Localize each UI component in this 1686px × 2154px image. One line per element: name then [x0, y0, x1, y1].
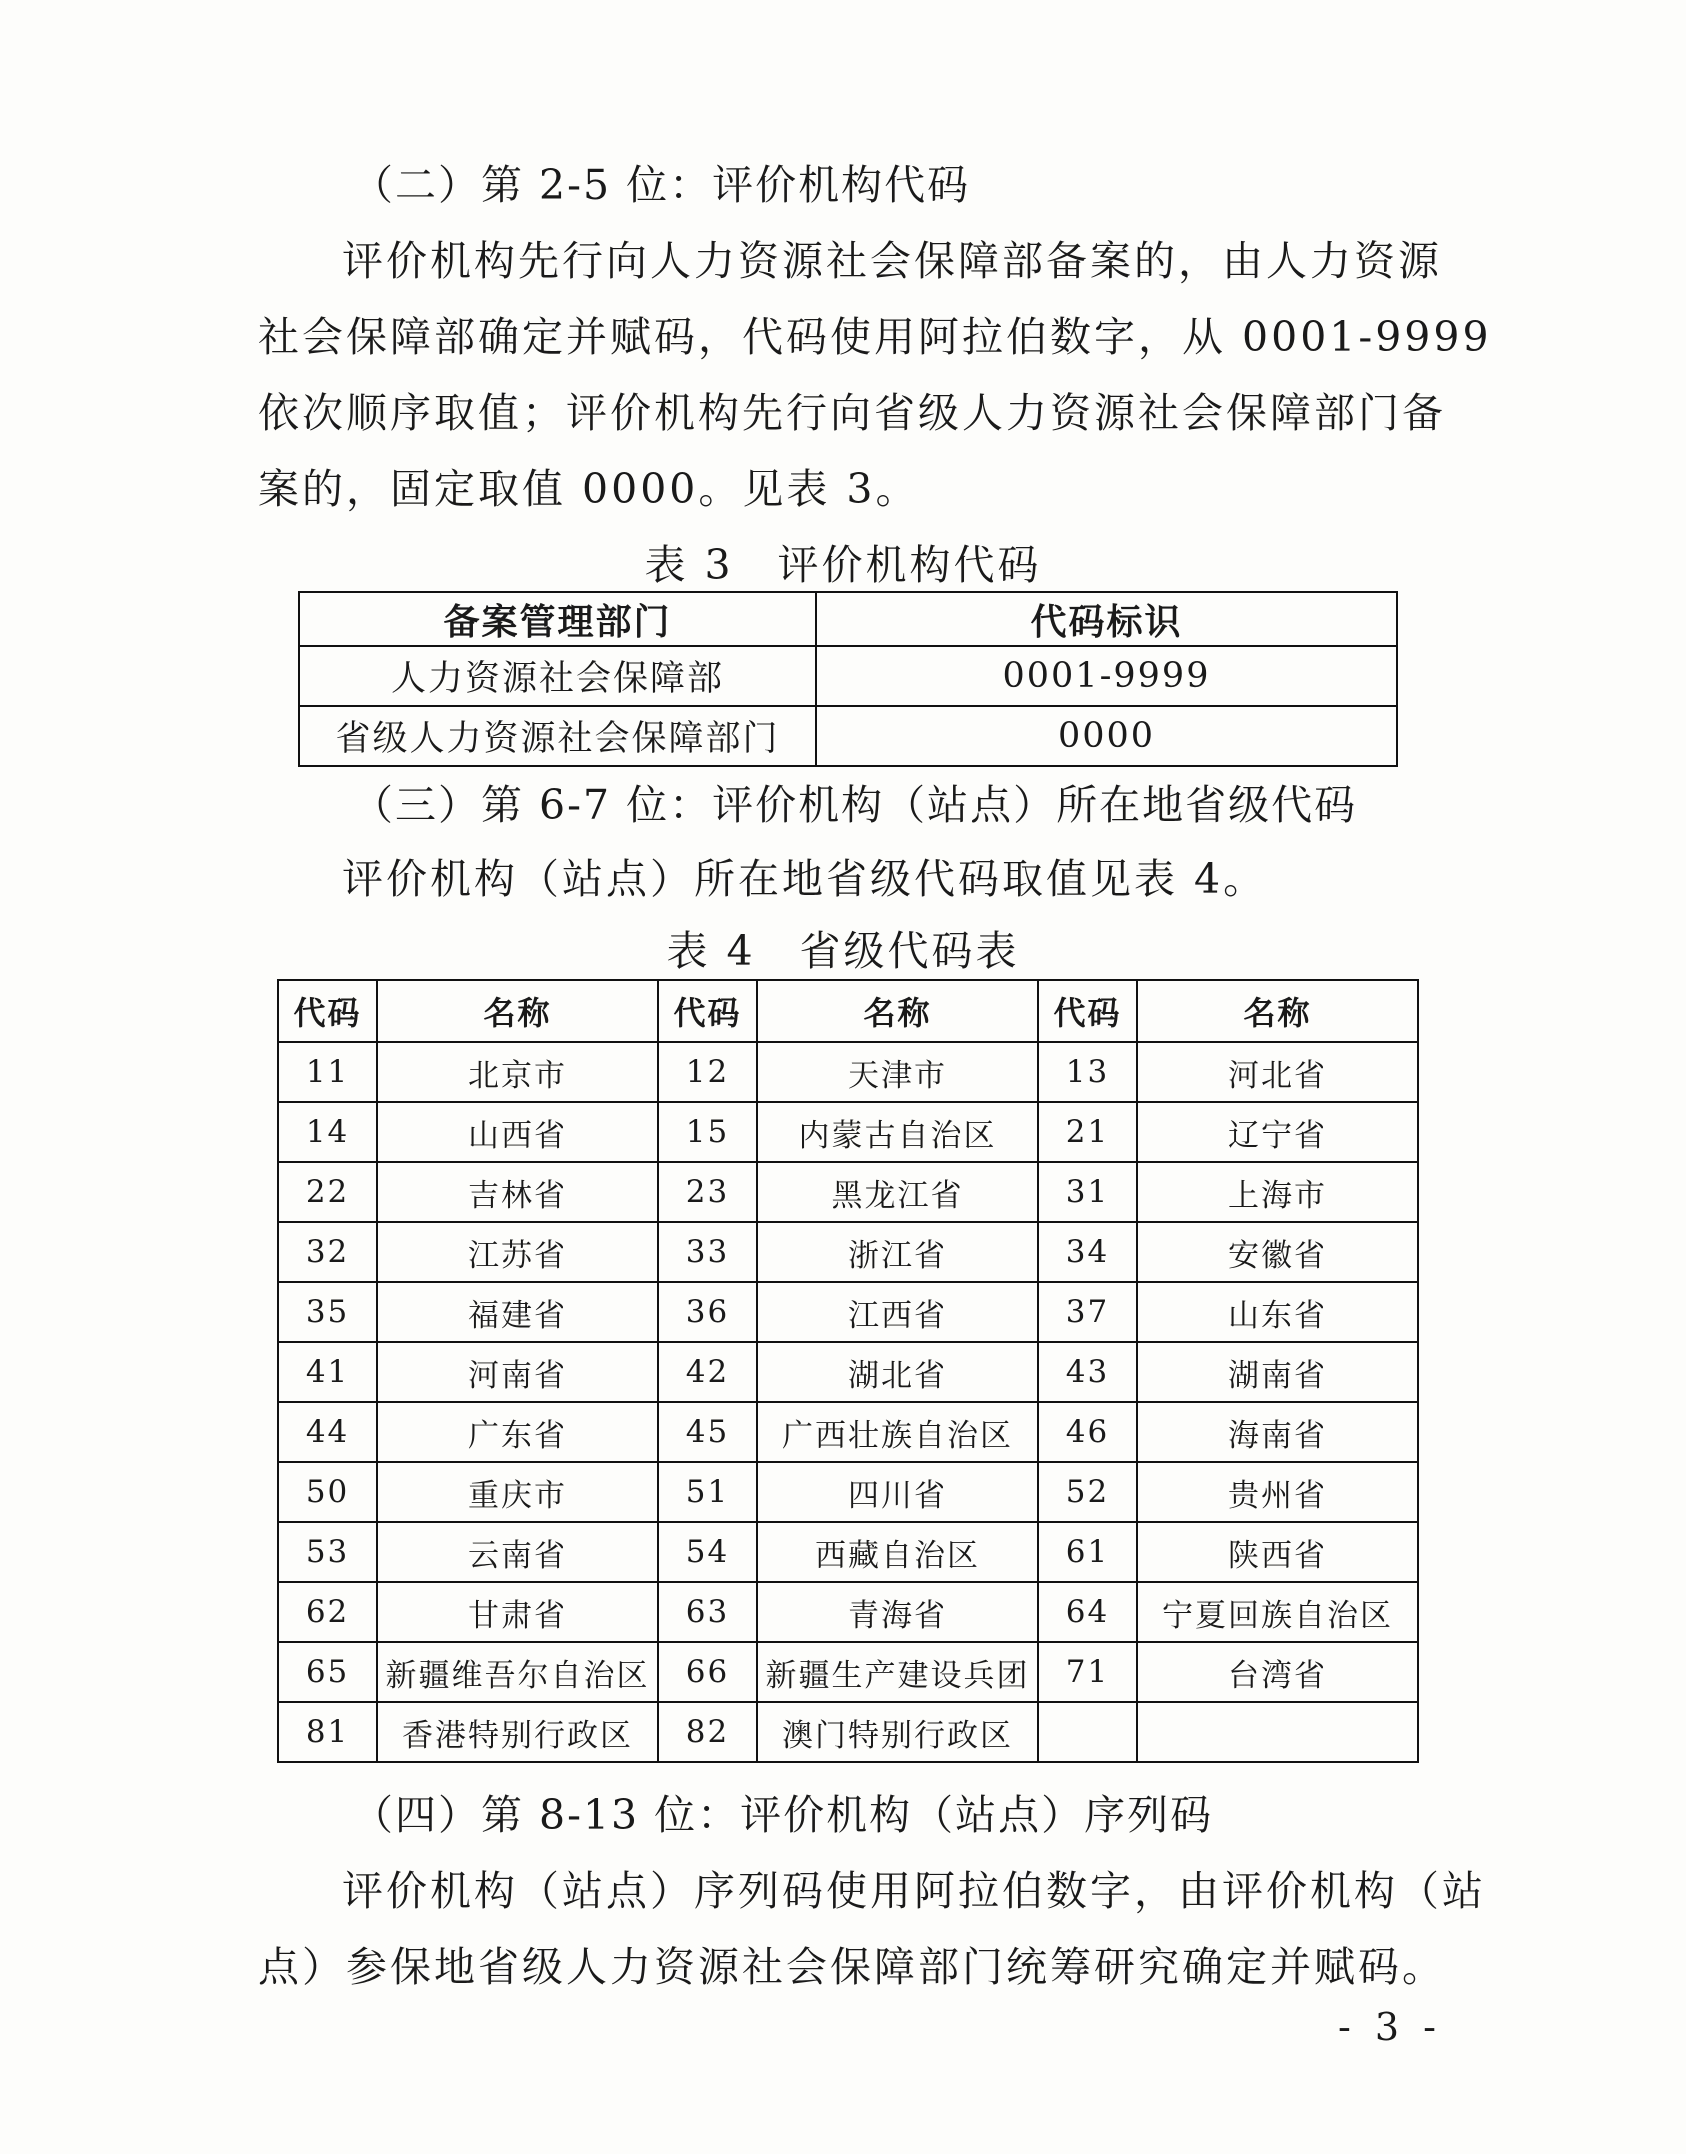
province-code-cell: 81 [278, 1702, 377, 1762]
province-name-cell: 贵州省 [1137, 1462, 1418, 1522]
province-name-cell: 四川省 [757, 1462, 1038, 1522]
province-name-cell: 广西壮族自治区 [757, 1402, 1038, 1462]
province-name-cell: 青海省 [757, 1582, 1038, 1642]
province-code-cell: 45 [658, 1402, 757, 1462]
province-name-cell: 台湾省 [1137, 1642, 1418, 1702]
province-code-cell: 37 [1038, 1282, 1137, 1342]
table-row [278, 1402, 1418, 1462]
table-header-row [299, 592, 1397, 646]
page-number: - 3 - [1338, 2005, 1443, 2049]
section-2-paragraph-line-4: 案的，固定取值 0000。见表 3。 [258, 465, 920, 513]
section-2-paragraph-line-2: 社会保障部确定并赋码，代码使用阿拉伯数字，从 0001-9999 [258, 313, 1492, 361]
table-header-cell: 代码标识 [816, 592, 1397, 646]
province-code-cell: 41 [278, 1342, 377, 1402]
province-code-cell: 50 [278, 1462, 377, 1522]
table-row [278, 1042, 1418, 1102]
table-row [278, 1162, 1418, 1222]
table-header-row [278, 980, 1418, 1042]
table-row [278, 1522, 1418, 1582]
province-name-cell: 黑龙江省 [757, 1162, 1038, 1222]
province-name-cell: 江西省 [757, 1282, 1038, 1342]
province-name-cell: 陕西省 [1137, 1522, 1418, 1582]
province-code-cell: 71 [1038, 1642, 1137, 1702]
province-code-cell: 63 [658, 1582, 757, 1642]
province-code-cell: 11 [278, 1042, 377, 1102]
province-code-cell: 12 [658, 1042, 757, 1102]
province-code-cell: 14 [278, 1102, 377, 1162]
province-name-cell: 上海市 [1137, 1162, 1418, 1222]
section-4-heading: （四）第 8-13 位：评价机构（站点）序列码 [352, 1791, 1214, 1839]
province-name-cell: 福建省 [377, 1282, 658, 1342]
section-2-heading: （二）第 2-5 位：评价机构代码 [352, 161, 971, 209]
table-row [278, 1462, 1418, 1522]
province-name-cell: 内蒙古自治区 [757, 1102, 1038, 1162]
table-header-cell: 代码 [1038, 980, 1137, 1042]
table-cell: 省级人力资源社会保障部门 [299, 706, 816, 766]
province-name-cell: 河北省 [1137, 1042, 1418, 1102]
table-4-caption: 表 4 省级代码表 [666, 927, 1020, 975]
table-row [278, 1702, 1418, 1762]
table-row [278, 1582, 1418, 1642]
province-code-cell: 61 [1038, 1522, 1137, 1582]
table-header-cell: 名称 [377, 980, 658, 1042]
section-2-paragraph-line-1: 评价机构先行向人力资源社会保障部备案的，由人力资源 [342, 237, 1442, 285]
table-row [278, 1342, 1418, 1402]
table-row [299, 646, 1397, 706]
province-code-cell: 23 [658, 1162, 757, 1222]
table-header-cell: 名称 [1137, 980, 1418, 1042]
province-code-cell: 62 [278, 1582, 377, 1642]
table-row [299, 706, 1397, 766]
province-name-cell: 湖南省 [1137, 1342, 1418, 1402]
province-code-cell: 51 [658, 1462, 757, 1522]
province-name-cell: 重庆市 [377, 1462, 658, 1522]
table-row [278, 1642, 1418, 1702]
province-code-cell: 22 [278, 1162, 377, 1222]
province-name-cell: 澳门特别行政区 [757, 1702, 1038, 1762]
province-code-cell: 82 [658, 1702, 757, 1762]
province-name-cell: 新疆维吾尔自治区 [377, 1642, 658, 1702]
province-code-cell: 53 [278, 1522, 377, 1582]
table-4 [277, 979, 1419, 1763]
province-name-cell: 香港特别行政区 [377, 1702, 658, 1762]
table-header-cell: 代码 [278, 980, 377, 1042]
province-code-cell: 66 [658, 1642, 757, 1702]
province-name-cell: 宁夏回族自治区 [1137, 1582, 1418, 1642]
province-code-cell: 46 [1038, 1402, 1137, 1462]
province-code-cell: 32 [278, 1222, 377, 1282]
province-code-cell [1038, 1702, 1137, 1762]
province-name-cell: 河南省 [377, 1342, 658, 1402]
province-name-cell: 浙江省 [757, 1222, 1038, 1282]
section-2-paragraph-line-3: 依次顺序取值；评价机构先行向省级人力资源社会保障部门备 [258, 389, 1446, 437]
province-name-cell: 湖北省 [757, 1342, 1038, 1402]
province-code-cell: 34 [1038, 1222, 1137, 1282]
province-code-cell: 64 [1038, 1582, 1137, 1642]
province-name-cell: 山西省 [377, 1102, 658, 1162]
province-code-cell: 65 [278, 1642, 377, 1702]
province-code-cell: 36 [658, 1282, 757, 1342]
province-code-cell: 13 [1038, 1042, 1137, 1102]
province-name-cell: 甘肃省 [377, 1582, 658, 1642]
province-name-cell: 江苏省 [377, 1222, 658, 1282]
section-4-paragraph-line-2: 点）参保地省级人力资源社会保障部门统筹研究确定并赋码。 [258, 1943, 1446, 1991]
province-code-cell: 15 [658, 1102, 757, 1162]
province-code-cell: 44 [278, 1402, 377, 1462]
province-code-cell: 42 [658, 1342, 757, 1402]
table-header-cell: 备案管理部门 [299, 592, 816, 646]
province-code-cell: 33 [658, 1222, 757, 1282]
section-3-paragraph: 评价机构（站点）所在地省级代码取值见表 4。 [342, 855, 1268, 903]
table-cell: 人力资源社会保障部 [299, 646, 816, 706]
province-code-cell: 31 [1038, 1162, 1137, 1222]
table-header-cell: 名称 [757, 980, 1038, 1042]
province-name-cell: 辽宁省 [1137, 1102, 1418, 1162]
province-name-cell: 西藏自治区 [757, 1522, 1038, 1582]
table-3-caption: 表 3 评价机构代码 [644, 541, 1042, 589]
province-code-cell: 35 [278, 1282, 377, 1342]
section-3-heading: （三）第 6-7 位：评价机构（站点）所在地省级代码 [352, 781, 1358, 829]
province-name-cell: 北京市 [377, 1042, 658, 1102]
section-4-paragraph-line-1: 评价机构（站点）序列码使用阿拉伯数字，由评价机构（站 [342, 1867, 1486, 1915]
table-row [278, 1222, 1418, 1282]
province-name-cell: 海南省 [1137, 1402, 1418, 1462]
table-cell: 0000 [816, 706, 1397, 766]
province-name-cell: 新疆生产建设兵团 [757, 1642, 1038, 1702]
province-code-cell: 54 [658, 1522, 757, 1582]
table-3 [298, 591, 1398, 767]
table-header-cell: 代码 [658, 980, 757, 1042]
province-name-cell [1137, 1702, 1418, 1762]
province-name-cell: 吉林省 [377, 1162, 658, 1222]
province-name-cell: 安徽省 [1137, 1222, 1418, 1282]
province-code-cell: 21 [1038, 1102, 1137, 1162]
province-code-cell: 52 [1038, 1462, 1137, 1522]
province-name-cell: 广东省 [377, 1402, 658, 1462]
province-name-cell: 天津市 [757, 1042, 1038, 1102]
province-code-cell: 43 [1038, 1342, 1137, 1402]
province-name-cell: 山东省 [1137, 1282, 1418, 1342]
table-cell: 0001-9999 [816, 646, 1397, 706]
table-row [278, 1282, 1418, 1342]
table-row [278, 1102, 1418, 1162]
province-name-cell: 云南省 [377, 1522, 658, 1582]
